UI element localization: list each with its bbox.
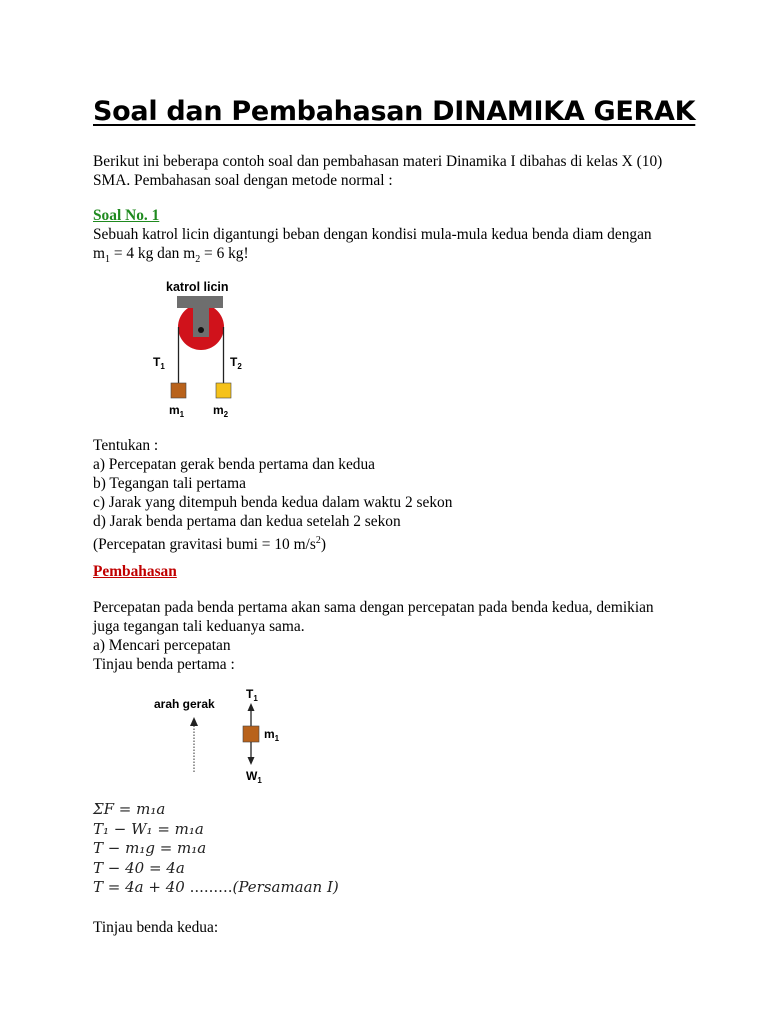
pembahasan-paragraph bbox=[93, 598, 693, 674]
pembahasan-line-3: a) Mencari percepatan bbox=[93, 637, 231, 654]
tentukan-d: d) Jarak benda pertama dan kedua setelah 2 sekon bbox=[93, 513, 401, 530]
soal-line-1: Sebuah katrol licin digantungi beban dengan kondisi mula-mula kedua benda diam dengan bbox=[93, 226, 652, 243]
equation-2: T₁ − W₁ = m₁a bbox=[93, 819, 204, 838]
tentukan-heading: Tentukan : bbox=[93, 437, 159, 454]
equation-4: T − 40 = 4a bbox=[93, 858, 185, 877]
soal-line-2 bbox=[93, 244, 693, 269]
fbd-t1-label: $T_1$ bbox=[246, 687, 258, 703]
m1-value: = 4 kg dan m bbox=[109, 245, 196, 262]
tinjau-kedua: Tinjau benda kedua: bbox=[93, 919, 219, 936]
pembahasan-line-1: Percepatan pada benda pertama akan sama dengan percepatan pada benda kedua, demikian bbox=[93, 599, 654, 616]
tension-arrow-head bbox=[248, 703, 255, 711]
tentukan-list bbox=[93, 436, 693, 554]
free-body-diagram bbox=[150, 684, 300, 784]
katrol-label: katrol licin bbox=[166, 280, 229, 294]
fbd-m1-label: $m_1$ bbox=[264, 727, 280, 743]
t2-label: $T_2$ bbox=[230, 355, 242, 371]
tentukan-b: b) Tegangan tali pertama bbox=[93, 475, 246, 492]
page-title: Soal dan Pembahasan DINAMIKA GERAK bbox=[93, 96, 696, 127]
tinjau-kedua-paragraph bbox=[93, 918, 693, 937]
equation-5: T = 4a + 40 .........(Persamaan I) bbox=[93, 878, 339, 896]
m2-label: $m_2$ bbox=[213, 403, 229, 419]
fbd-w1-label: $W_1$ bbox=[246, 769, 262, 784]
tentukan-a: a) Percepatan gerak benda pertama dan kedua bbox=[93, 456, 376, 473]
arah-gerak-label: arah gerak bbox=[154, 697, 215, 711]
t1-label: $T_1$ bbox=[153, 355, 165, 371]
gravity-note: (Percepatan gravitasi bumi = 10 $m/s^2$) bbox=[93, 535, 326, 554]
m2-value: = 6 kg! bbox=[200, 245, 249, 262]
m1-subscript: 1 bbox=[104, 254, 110, 266]
intro-line-2: SMA. Pembahasan soal dengan metode normal : bbox=[93, 172, 393, 189]
soal-heading: Soal No. 1 bbox=[93, 207, 160, 224]
equations-block bbox=[93, 800, 339, 898]
intro-paragraph bbox=[93, 152, 693, 190]
equation-3: T − m₁g = m₁a bbox=[93, 839, 207, 857]
fbd-mass-block bbox=[243, 726, 259, 742]
m2-subscript: 2 bbox=[195, 254, 201, 266]
pembahasan-heading: Pembahasan bbox=[93, 563, 177, 580]
mass-2-block bbox=[216, 383, 231, 398]
m1-label: $m_1$ bbox=[169, 403, 185, 419]
pembahasan-heading-wrap bbox=[93, 562, 693, 581]
intro-line-1: Berikut ini beberapa contoh soal dan pembahasan materi Dinamika I dibahas di kelas X (10) bbox=[93, 153, 663, 170]
tentukan-c: c) Jarak yang ditempuh benda kedua dalam waktu 2 sekon bbox=[93, 494, 453, 511]
pembahasan-line-4: Tinjau benda pertama : bbox=[93, 656, 235, 673]
soal-paragraph bbox=[93, 206, 693, 269]
motion-arrow-head bbox=[190, 717, 198, 726]
pembahasan-line-2: juga tegangan tali keduanya sama. bbox=[93, 618, 305, 635]
equation-1: ΣF = m₁a bbox=[93, 800, 166, 818]
pulley-figure bbox=[140, 275, 270, 420]
m1-symbol: m bbox=[93, 245, 105, 262]
weight-arrow-head bbox=[248, 757, 255, 765]
pulley-axle bbox=[198, 327, 204, 333]
mass-1-block bbox=[171, 383, 186, 398]
